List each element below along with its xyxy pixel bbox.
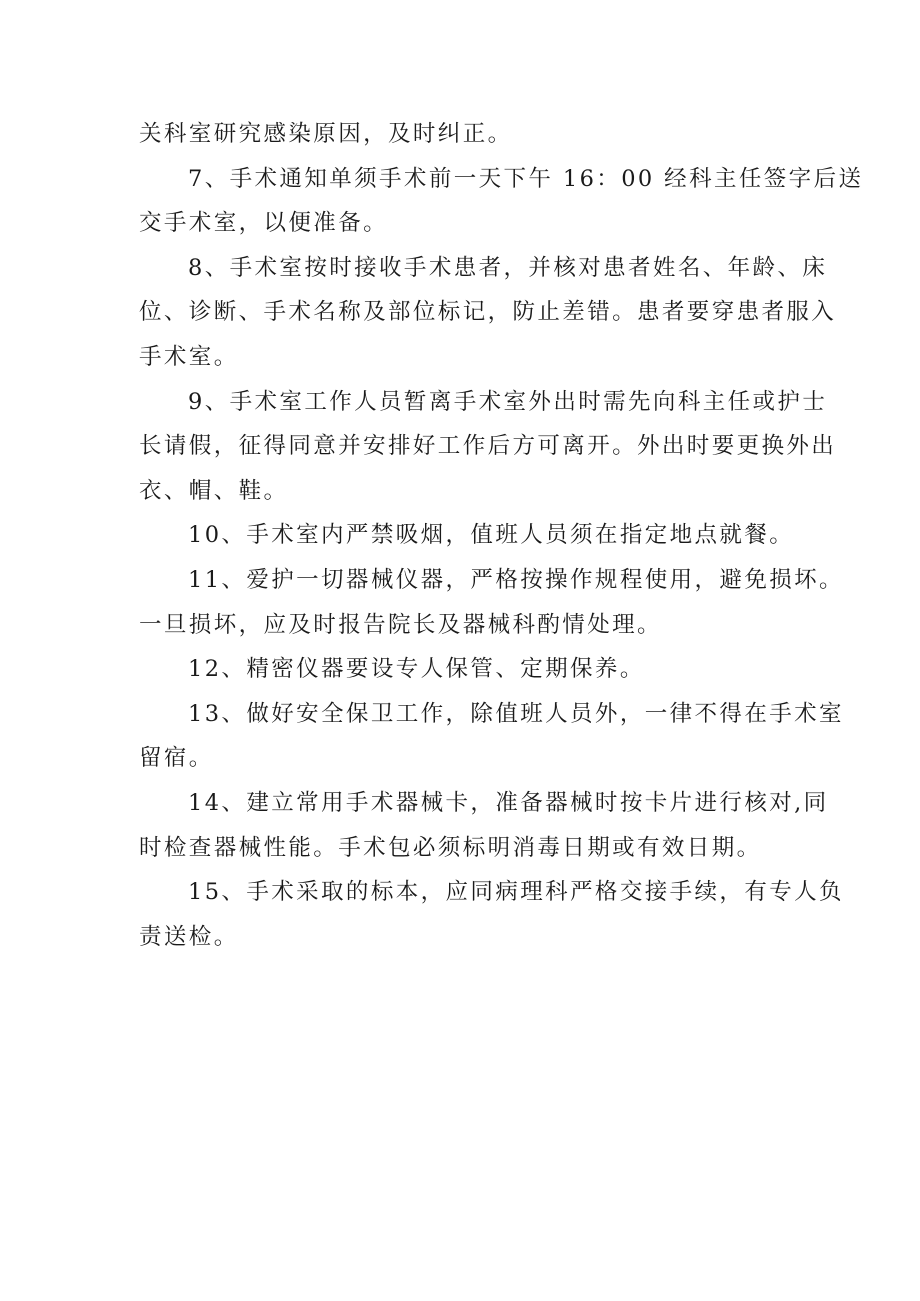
paragraph-item-7 — [139, 157, 864, 246]
paragraph-continuation — [139, 112, 801, 157]
paragraph-item-11 — [139, 558, 844, 647]
text-line: 13、做好安全保卫工作，除值班人员外，一律不得在手术室 — [188, 700, 844, 727]
paragraph-item-15 — [139, 870, 844, 959]
text-line: 15、手术采取的标本，应同病理科严格交接手续，有专人负 — [188, 879, 844, 906]
text-line: 时检查器械性能。手术包必须标明消毒日期或有效日期。 — [139, 834, 762, 861]
paragraph-item-10 — [139, 513, 801, 558]
text-line: 衣、帽、鞋。 — [139, 477, 289, 504]
paragraph-item-13 — [139, 692, 844, 781]
text-line: 11、爱护一切器械仪器，严格按操作规程使用，避免损坏。 — [188, 566, 844, 593]
text-line: 长请假，征得同意并安排好工作后方可离开。外出时要更换外出 — [139, 433, 837, 460]
text-line: 关科室研究感染原因，及时纠正。 — [139, 121, 513, 147]
paragraph-item-8 — [139, 246, 837, 380]
text-line: 手术室。 — [139, 343, 239, 370]
text-line: 8、手术室按时接收手术患者，并核对患者姓名、年龄、床 — [188, 254, 828, 281]
text-line: 7、手术通知单须手术前一天下午 16：00 经科主任签字后送 — [188, 165, 864, 192]
text-line: 10、手术室内严禁吸烟，值班人员须在指定地点就餐。 — [188, 522, 795, 549]
text-line: 14、建立常用手术器械卡，准备器械时按卡片进行核对,同 — [188, 789, 829, 816]
text-line: 9、手术室工作人员暂离手术室外出时需先向科主任或护士 — [188, 388, 828, 415]
text-line: 一旦损坏，应及时报告院长及器械科酌情处理。 — [139, 611, 662, 638]
text-line: 12、精密仪器要设专人保管、定期保养。 — [188, 656, 645, 683]
paragraph-item-14 — [139, 781, 829, 870]
text-line: 责送检。 — [139, 923, 239, 950]
text-line: 留宿。 — [139, 745, 214, 772]
paragraph-item-12 — [139, 647, 801, 692]
document-body — [139, 112, 864, 959]
paragraph-item-9 — [139, 380, 837, 514]
text-line: 位、诊断、手术名称及部位标记，防止差错。患者要穿患者服入 — [139, 299, 837, 326]
text-line: 交手术室，以便准备。 — [139, 210, 389, 237]
